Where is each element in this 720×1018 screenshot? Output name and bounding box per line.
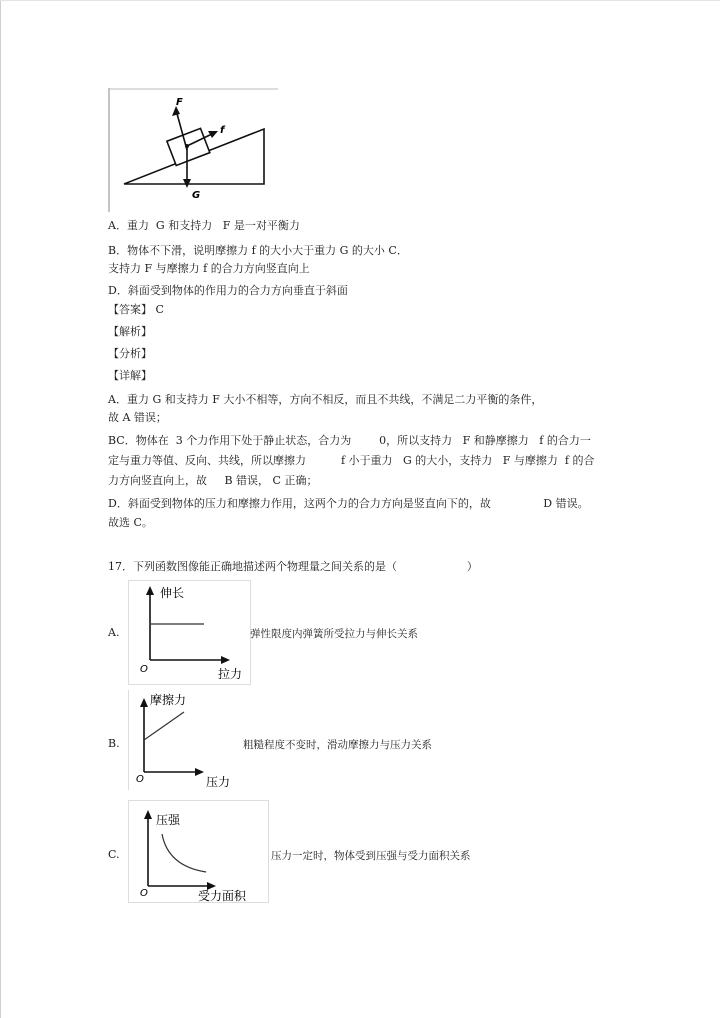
label-F: F	[176, 97, 183, 108]
question-17: 17．下列函数图像能正确地描述两个物理量之间关系的是（ ）	[108, 560, 478, 573]
page-border	[0, 0, 1, 1018]
graph-a-x-arrowhead	[221, 656, 230, 664]
option-a: A．重力 G 和支持力 F 是一对平衡力	[108, 219, 300, 232]
graph-b-y-arrowhead	[140, 698, 148, 707]
label-f: f	[220, 125, 225, 136]
section-xiangjie: 【详解】	[108, 369, 152, 382]
incline-figure	[108, 88, 280, 212]
graph-b-y-label: 摩擦力	[150, 693, 187, 707]
section-jiexi: 【解析】	[108, 325, 152, 338]
explanation-a-line1: A．重力 G 和支持力 F 大小不相等，方向不相反，而且不共线，不满足二力平衡的条件，	[108, 393, 543, 406]
graph-b-curve	[144, 712, 184, 740]
option-b: B．物体不下滑，说明摩擦力 f 的大小大于重力 G 的大小 C．	[108, 244, 408, 257]
explanation-bc-line1: BC．物体在 3 个力作用下处于静止状态，合力为 0，所以支持力 F 和静摩擦力 f 的合力一	[108, 434, 591, 447]
graph-c-description: 压力一定时，物体受到压强与受力面积关系	[271, 850, 471, 862]
explanation-bc-line3: 力方向竖直向上，故 B 错误， C 正确；	[108, 474, 318, 487]
explanation-bc-line2: 定与重力等值、反向、共线，所以摩擦力 f 小于重力 G 的大小，支持力 F 与摩擦力 f 的合	[108, 454, 595, 467]
explanation-d-line1: D．斜面受到物体的压力和摩擦力作用，这两个力的合力方向是竖直向下的，故 D 错误。	[108, 497, 589, 510]
graph-b-origin: O	[136, 774, 144, 785]
graph-c-origin: O	[140, 888, 148, 899]
graph-a-x-label: 拉力	[218, 667, 243, 681]
graph-c-y-label: 压强	[156, 813, 181, 827]
page-border-top	[0, 0, 720, 1]
option-d: D．斜面受到物体的作用力的合力方向垂直于斜面	[108, 284, 348, 297]
graph-c-curve	[162, 834, 206, 872]
graph-c-letter: C.	[108, 848, 120, 861]
force-origin-dot	[185, 144, 189, 148]
graph-c-x-label: 受力面积	[198, 889, 247, 903]
label-G: G	[192, 190, 201, 201]
graph-a-y-label: 伸长	[160, 586, 185, 600]
graph-a-description: 弹性限度内弹簧所受拉力与伸长关系	[250, 628, 418, 640]
graph-b-description: 粗糙程度不变时，滑动摩擦力与压力关系	[243, 739, 432, 751]
option-c: 支持力 F 与摩擦力 f 的合力方向竖直向上	[108, 262, 310, 275]
answer: 【答案】 C	[108, 303, 164, 316]
graph-b-letter: B.	[108, 737, 120, 750]
explanation-d-line2: 故选 C。	[108, 516, 153, 529]
graph-c	[128, 800, 270, 904]
graph-b-x-label: 压力	[206, 775, 231, 789]
graph-a-origin: O	[140, 664, 148, 675]
explanation-a-line2: 故 A 错误；	[108, 411, 167, 424]
graph-c-y-arrowhead	[144, 810, 152, 819]
section-fenxi: 【分析】	[108, 347, 152, 360]
graph-a-y-arrowhead	[146, 586, 154, 595]
graph-a-letter: A.	[108, 626, 120, 639]
graph-b-x-arrowhead	[195, 768, 204, 776]
graph-b	[128, 690, 238, 790]
graph-a	[128, 580, 252, 686]
